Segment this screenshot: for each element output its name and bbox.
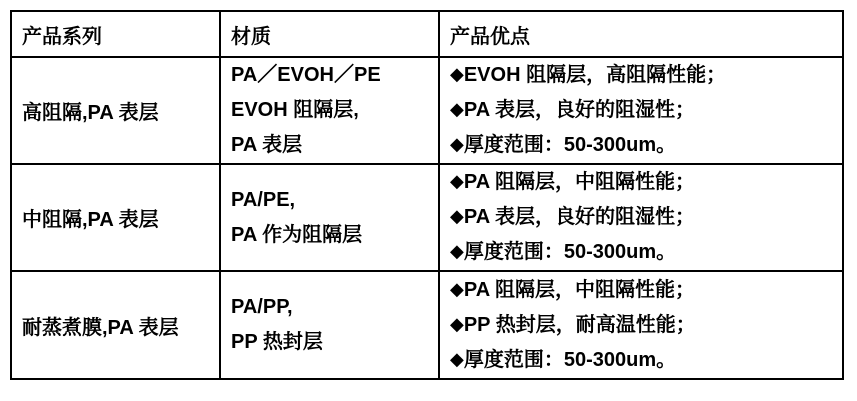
advantage-text: 厚度范围：50-300um。: [463, 134, 677, 156]
advantage-line: [450, 273, 836, 308]
diamond-bullet-icon: ◆: [450, 171, 464, 191]
cell-advantages: [439, 57, 843, 164]
diamond-bullet-icon: ◆: [450, 134, 464, 154]
advantage-line: [450, 200, 836, 235]
cell-material: [220, 271, 439, 379]
advantage-line: [450, 343, 836, 378]
table-row: [11, 271, 843, 379]
cell-material: [220, 57, 439, 164]
material-line: PA 作为阻隔层: [231, 223, 363, 246]
cell-series: 耐蒸煮膜,PA 表层: [11, 271, 220, 379]
header-cell-advantages: 产品优点: [439, 11, 843, 57]
header-cell-material: 材质: [220, 11, 439, 57]
advantage-text: 厚度范围：50-300um。: [463, 241, 677, 263]
material-line: PA/PP,: [231, 296, 293, 318]
advantage-line: [450, 58, 836, 93]
advantage-text: EVOH 阻隔层，高阻隔性能；: [463, 64, 727, 86]
material-line: EVOH 阻隔层,: [231, 99, 359, 121]
cell-advantages: [439, 271, 843, 379]
diamond-bullet-icon: ◆: [450, 278, 464, 299]
advantage-line: [450, 165, 836, 200]
cell-material: [220, 164, 439, 271]
advantage-text: PP 热封层，耐高温性能；: [463, 313, 696, 336]
material-line: PA／EVOH／PE: [231, 64, 381, 86]
table-row: [11, 57, 843, 164]
diamond-bullet-icon: ◆: [450, 64, 464, 84]
table-row: [11, 164, 843, 271]
advantage-text: PA 表层，良好的阻湿性；: [463, 206, 695, 228]
header-row: [11, 11, 843, 57]
advantage-text: PA 阻隔层，中阻隔性能；: [463, 171, 695, 193]
advantage-line: [450, 93, 836, 128]
cell-series: 高阻隔,PA 表层: [11, 57, 220, 164]
header-cell-product-series: 产品系列: [11, 11, 220, 57]
advantage-text: 厚度范围：50-300um。: [463, 348, 677, 371]
diamond-bullet-icon: ◆: [450, 241, 464, 261]
product-table: [10, 10, 844, 380]
material-line: PA 表层: [231, 134, 303, 156]
cell-advantages: [439, 164, 843, 271]
diamond-bullet-icon: ◆: [450, 206, 464, 226]
advantage-text: PA 表层，良好的阻湿性；: [463, 99, 695, 121]
cell-series: 中阻隔,PA 表层: [11, 164, 220, 271]
diamond-bullet-icon: ◆: [450, 99, 464, 119]
advantage-line: [450, 308, 836, 343]
advantage-text: PA 阻隔层，中阻隔性能；: [463, 278, 695, 301]
material-line: PP 热封层: [231, 331, 323, 353]
advantage-line: [450, 235, 836, 270]
diamond-bullet-icon: ◆: [450, 313, 464, 334]
advantage-line: [450, 128, 836, 163]
material-line: PA/PE,: [231, 188, 296, 211]
diamond-bullet-icon: ◆: [450, 348, 464, 369]
